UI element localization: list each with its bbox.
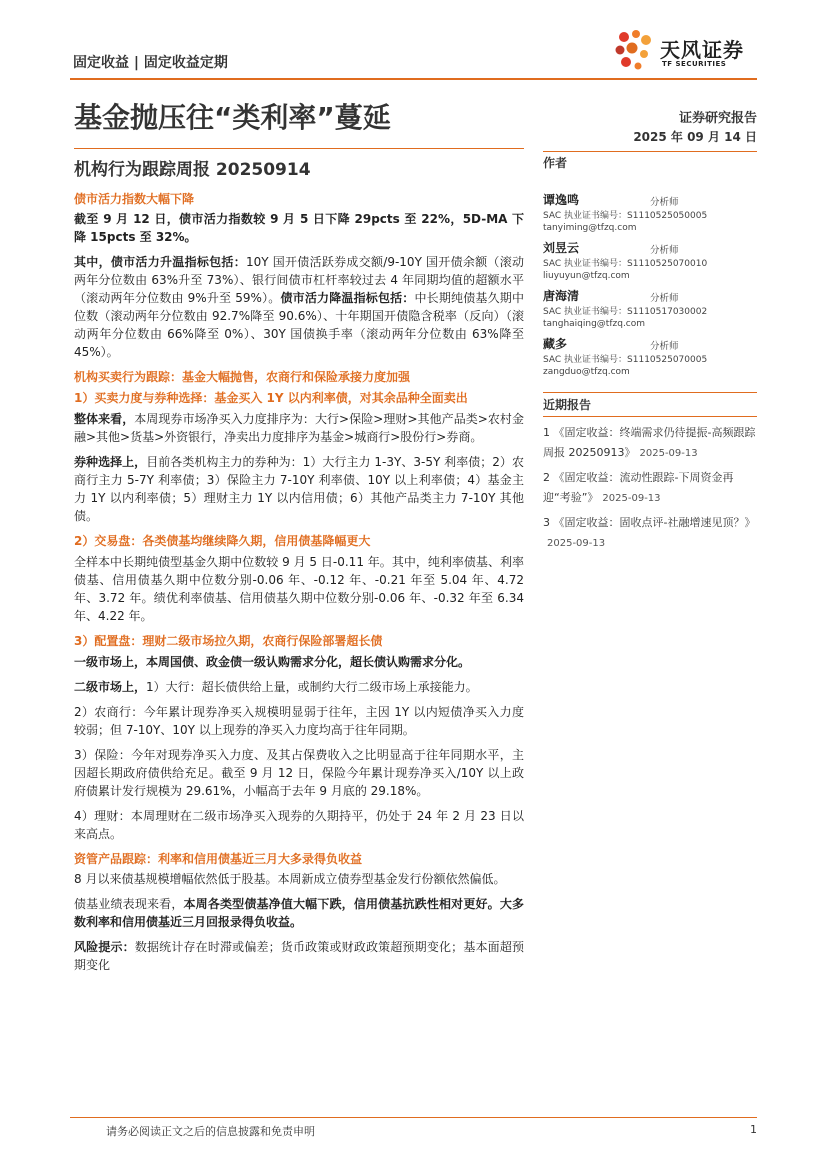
paragraph: 全样本中长期纯债型基金久期中位数较 9 月 5 日-0.11 年。其中，纯利率债基、利率债基、信用债基久期中位数分别-0.06 年、-0.12 年、-0.21 年至 5.04 年、4.72 年、3.72 年。绩优利率债基、信用债基久期中位数分别-0.06 年、-0.32 年至 6.34 年、4.22 年。: [74, 555, 524, 623]
author-card: [543, 287, 757, 335]
bold-lead: 券种选择上，: [74, 455, 147, 469]
recent-report-item[interactable]: [543, 468, 757, 509]
author-role: 分析师: [650, 245, 679, 256]
header-divider: [70, 78, 757, 80]
author-role: 分析师: [650, 293, 679, 304]
author-list: [543, 191, 757, 383]
author-email[interactable]: liuyuyun@tfzq.com: [543, 271, 630, 281]
main-content: [74, 186, 524, 981]
author-name: 唐海清: [543, 289, 580, 303]
recent-report-item[interactable]: [543, 423, 757, 464]
author-name: 刘昱云: [543, 241, 580, 255]
author-email[interactable]: tanghaiqing@tfzq.com: [543, 319, 646, 329]
author-role: 分析师: [650, 197, 679, 208]
section-heading: 机构买卖行为跟踪：基金大幅抛售，农商行和保险承接力度加强: [74, 370, 411, 384]
subsection-heading: 3）配置盘：理财二级市场拉久期，农商行保险部署超长债: [74, 634, 383, 648]
bold-lead: 债市活力降温指标包括：: [280, 291, 415, 305]
paragraph: [74, 653, 524, 671]
author-card: [543, 239, 757, 287]
paragraph: [74, 453, 524, 525]
body-text: 债基业绩表现来看，: [74, 897, 184, 911]
page-title: 基金抛压往“类利率”蔓延: [74, 101, 391, 134]
paragraph: [74, 253, 524, 361]
author-role: 分析师: [650, 341, 679, 352]
bold-text: 截至 9 月 12 日，债市活力指数较 9 月 5 日下降 29pcts 至 22%，5D-MA 下降 15pcts 至 32%。: [74, 212, 524, 244]
footer-divider: [70, 1117, 757, 1118]
bold-lead: 二级市场上，: [74, 680, 147, 694]
recent-report-item[interactable]: [543, 513, 757, 554]
report-category: 固定收益 | 固定收益定期: [73, 55, 228, 71]
recent-report-date: 2025-09-13: [547, 538, 606, 549]
section-heading: 资管产品跟踪：利率和信用债基近三月大多录得负收益: [74, 852, 363, 866]
paragraph: [74, 678, 524, 696]
bold-text: 本周各类型债基净值大幅下跌，信用债基抗跌性相对更好。大多数利率和信用债基近三月回报录得负收益。: [74, 897, 524, 929]
subsection-heading: 2）交易盘：各类债基均继续降久期，信用债基降幅更大: [74, 534, 371, 548]
author-email[interactable]: tanyiming@tfzq.com: [543, 223, 637, 233]
recent-report-title[interactable]: 2 《固定收益：流动性跟踪-下周资金再迎“考验”》: [543, 471, 734, 504]
page-subtitle: 机构行为跟踪周报 20250914: [74, 148, 524, 180]
author-sac: SAC 执业证书编号：S1110525050005: [543, 211, 708, 221]
section-heading: 债市活力指数大幅下降: [74, 192, 195, 206]
author-email[interactable]: zangduo@tfzq.com: [543, 367, 630, 377]
recent-reports: [543, 392, 757, 558]
footer-disclaimer: 请务必阅读正文之后的信息披露和免责申明: [106, 1125, 315, 1138]
author-sac: SAC 执业证书编号：S1110517030002: [543, 307, 708, 317]
bold-text: 一级市场上，本周国债、政金债一级认购需求分化，超长债认购需求分化。: [74, 655, 471, 669]
page-number: 1: [750, 1123, 757, 1136]
paragraph: [74, 210, 524, 246]
logo-text-en: TF SECURITIES: [662, 60, 727, 68]
paragraph: 2）农商行：今年累计现券净买入规模明显弱于往年，主因 1Y 以内短债净买入力度较弱；但 7-10Y、10Y 以上现券的净买入力度均高于往年同期。: [74, 705, 524, 737]
paragraph: [74, 895, 524, 931]
body-text: 1）大行：超长债供给上量，或制约大行二级市场上承接能力。: [146, 680, 478, 694]
recent-reports-label: 近期报告: [543, 392, 757, 417]
doc-type: 证券研究报告: [678, 111, 757, 126]
recent-report-date: 2025-09-13: [639, 448, 698, 459]
authors-label: 作者: [543, 151, 757, 171]
author-sac: SAC 执业证书编号：S1110525070005: [543, 355, 708, 365]
author-card: [543, 335, 757, 383]
paragraph: 4）理财：本周理财在二级市场净买入现券的久期持平，仍处于 24 年 2 月 23 日以来高点。: [74, 809, 524, 841]
bold-lead: 整体来看，: [74, 412, 135, 426]
paragraph: 8 月以来债基规模增幅依然低于股基。本周新成立债券型基金发行份额依然偏低。: [74, 872, 506, 886]
recent-report-title[interactable]: 3 《固定收益：固收点评-社融增速见顶？》: [543, 516, 756, 529]
author-card: [543, 191, 757, 239]
author-sac: SAC 执业证书编号：S1110525070010: [543, 259, 708, 269]
body-text: 中长期纯债基久期中位数（滚动两年分位数由 92.7%降至 90.6%）、十年期国开债隐含税率（反向）（滚动两年分位数由 66%降至 0%）、30Y 国债换手率（滚动两年分位数由 63%降至 45%）。: [74, 291, 524, 359]
bold-lead: 风险提示：: [74, 940, 135, 954]
paragraph: [74, 410, 524, 446]
author-name: 谭逸鸣: [543, 193, 580, 207]
logo-text-cn: 天风证券: [660, 38, 744, 62]
subsection-heading: 1）买卖力度与券种选择：基金买入 1Y 以内利率债，对其余品种全面卖出: [74, 391, 468, 405]
recent-report-title[interactable]: 1 《固定收益：终端需求仍待提振-高频跟踪周报 20250913》: [543, 426, 756, 459]
tf-securities-logo: [612, 28, 762, 73]
author-name: 藏多: [543, 337, 568, 351]
bold-lead: 其中，债市活力升温指标包括：: [74, 255, 247, 269]
recent-report-date: 2025-09-13: [602, 493, 661, 504]
risk-paragraph: [74, 938, 524, 974]
body-text: 10Y 国开债活跃券成交额/9-10Y 国开债余额（滚动两年分位数由 63%升至 73%）、银行间债市杠杆率较过去 4 年同期均值的超额水平（滚动两年分位数由 9%升至 59%）。: [74, 255, 524, 305]
logo-mark-icon: [612, 28, 658, 74]
body-text: 本周现券市场净买入力度排序为：大行>保险>理财>其他产品类>农村金融>其他>货基>外资银行，净卖出力度排序为基金>城商行>股份行>券商。: [74, 412, 524, 444]
body-text: 数据统计存在时滞或偏差；货币政策或财政政策超预期变化；基本面超预期变化: [74, 940, 524, 972]
body-text: 目前各类机构主力的券种为：1）大行主力 1-3Y、3-5Y 利率债；2）农商行主力 5-7Y 利率债；3）保险主力 7-10Y 利率债、10Y 以上利率债；4）基金主力 1Y 以内利率债；5）理财主力 1Y 以内信用债；6）其他产品类主力 7-10Y 其他债。: [74, 455, 524, 523]
paragraph: 3）保险：今年对现券净买入力度、及其占保费收入之比明显高于往年同期水平，主因超长期政府债供给充足。截至 9 月 12 日，保险今年累计现券净买入/10Y 以上政府债累计发行规模为 29.61%，小幅高于去年 9 月底的 29.18%。: [74, 748, 524, 798]
report-date: 2025 年 09 月 14 日: [633, 130, 757, 144]
